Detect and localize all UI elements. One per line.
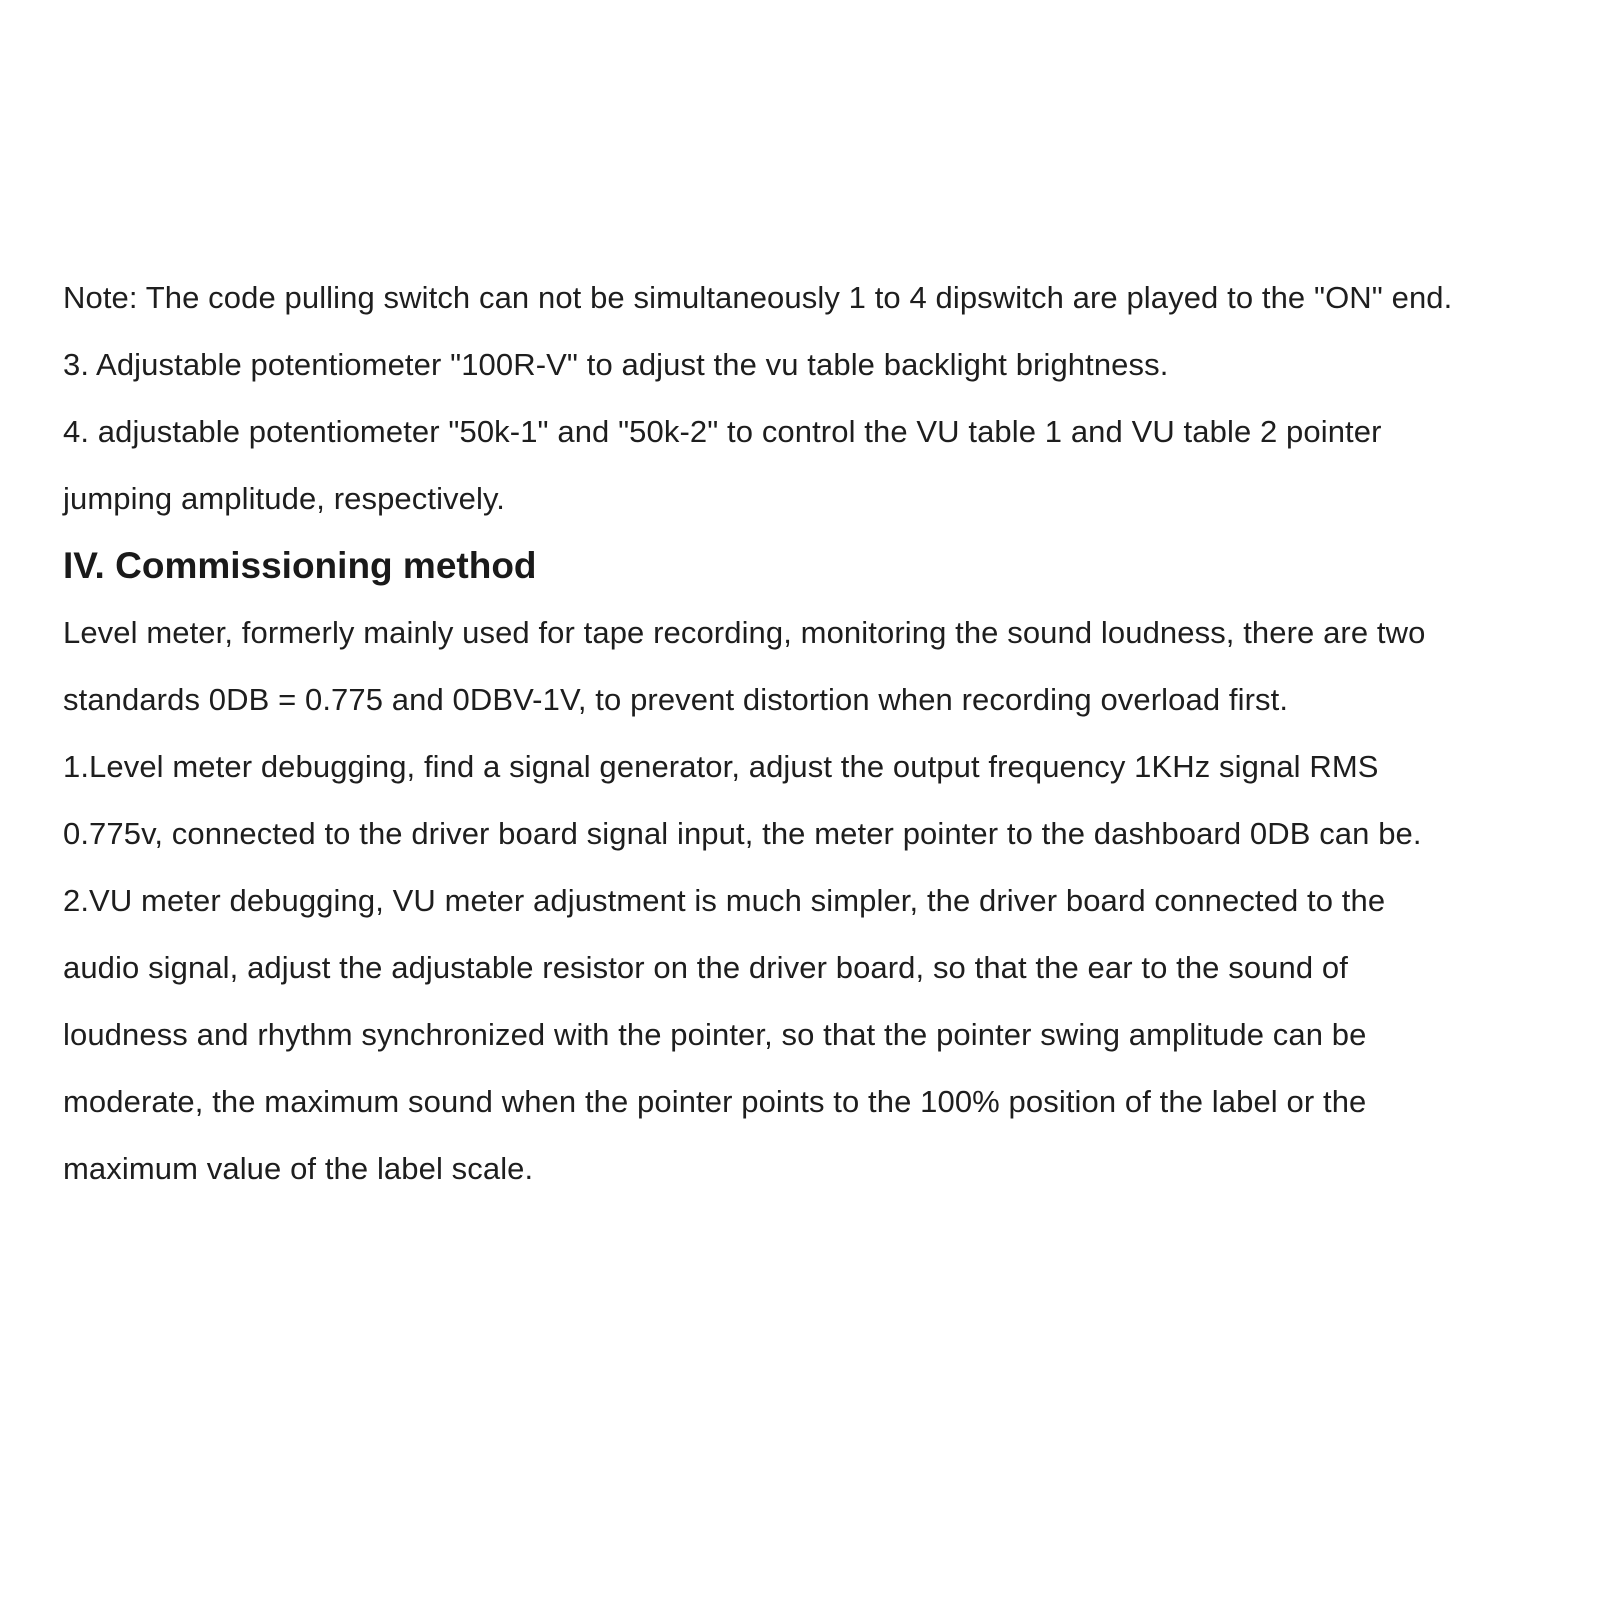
paragraph-line: Level meter, formerly mainly used for tape recording, monitoring the sound loudness, there are two xyxy=(63,615,1426,650)
paragraph-line: moderate, the maximum sound when the pointer points to the 100% position of the label or the xyxy=(63,1084,1367,1119)
note-line: Note: The code pulling switch can not be simultaneously 1 to 4 dipswitch are played to the "ON" end. xyxy=(63,280,1453,315)
paragraph-line: 1.Level meter debugging, find a signal generator, adjust the output frequency 1KHz signal RMS xyxy=(63,749,1379,784)
document-body xyxy=(63,276,1583,1214)
paragraph-line: 2.VU meter debugging, VU meter adjustment is much simpler, the driver board connected to the xyxy=(63,883,1386,918)
item-4-continuation-line: jumping amplitude, respectively. xyxy=(63,481,505,516)
item-4-line: 4. adjustable potentiometer "50k-1" and "50k-2" to control the VU table 1 and VU table 2 pointer xyxy=(63,414,1382,449)
paragraph-line: audio signal, adjust the adjustable resistor on the driver board, so that the ear to the sound of xyxy=(63,950,1348,985)
paragraph-line: maximum value of the label scale. xyxy=(63,1151,534,1186)
item-3-line: 3. Adjustable potentiometer "100R-V" to adjust the vu table backlight brightness. xyxy=(63,347,1169,382)
paragraph-line: loudness and rhythm synchronized with the pointer, so that the pointer swing amplitude can be xyxy=(63,1017,1367,1052)
section-heading: IV. Commissioning method xyxy=(63,545,537,586)
paragraph-line: standards 0DB = 0.775 and 0DBV-1V, to prevent distortion when recording overload first. xyxy=(63,682,1289,717)
paragraph-line: 0.775v, connected to the driver board signal input, the meter pointer to the dashboard 0DB can be. xyxy=(63,816,1422,851)
